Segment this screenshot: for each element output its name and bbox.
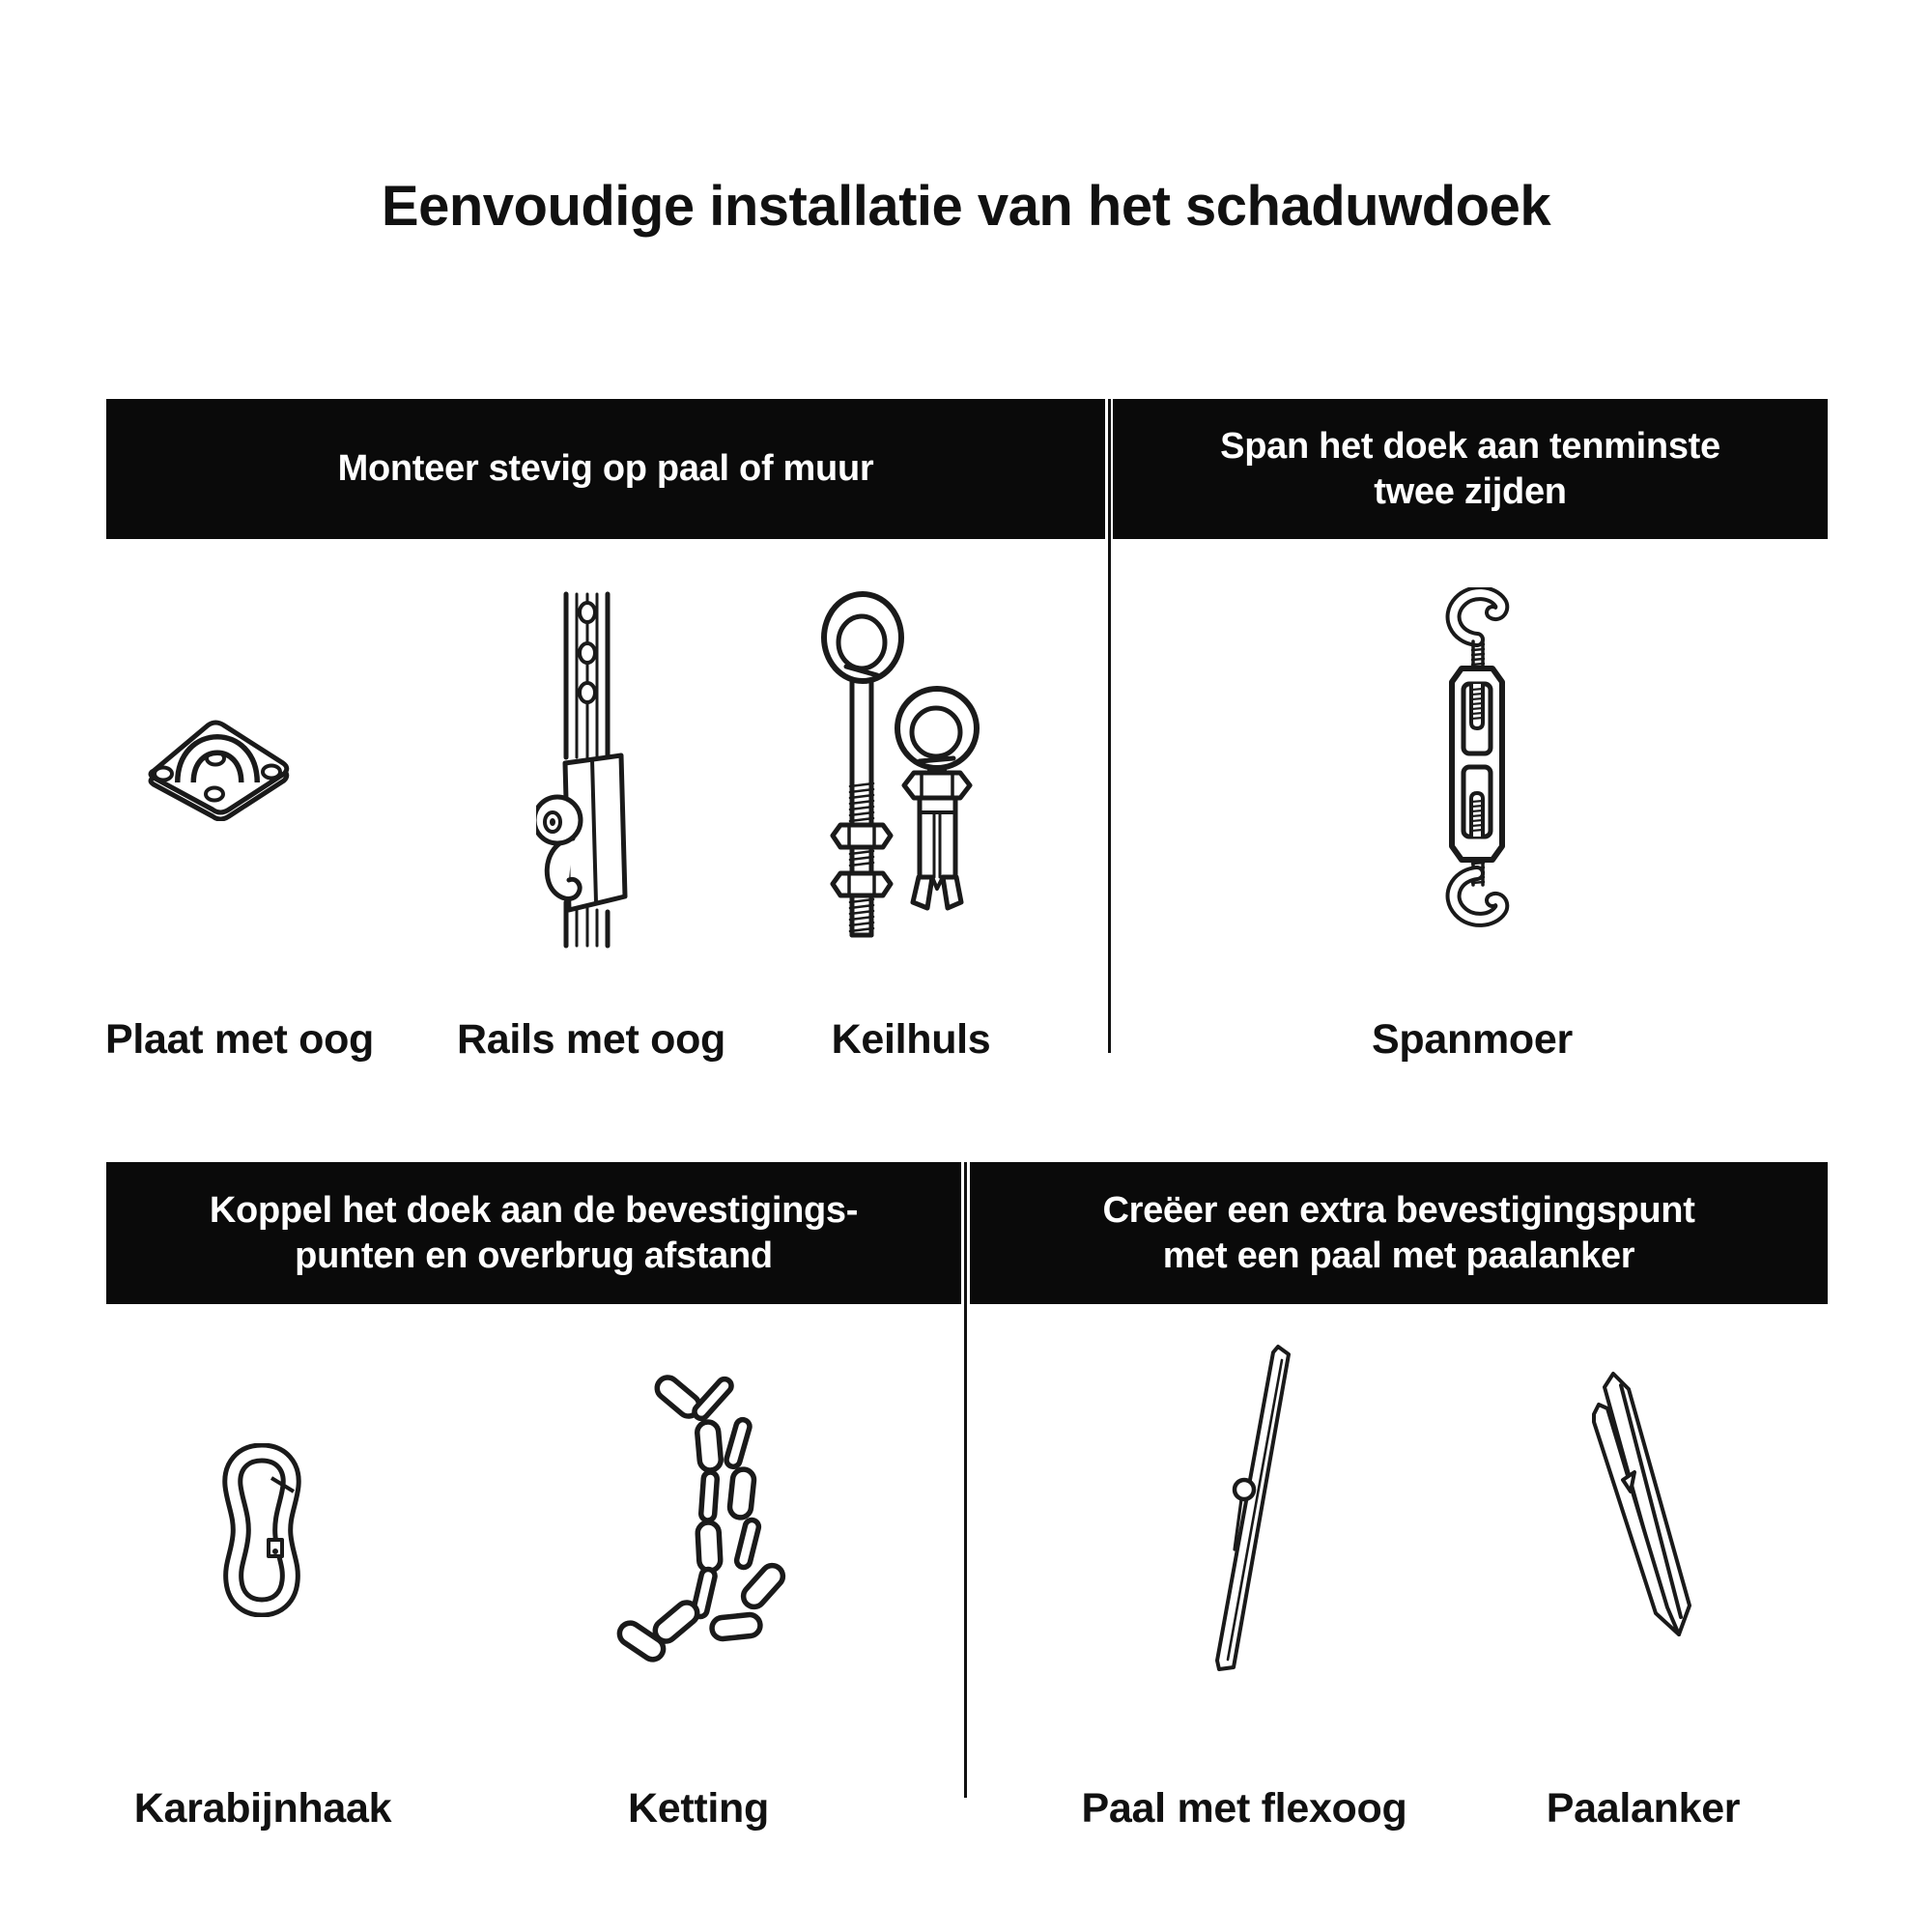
header-mount	[106, 399, 1105, 539]
header-tension	[1113, 399, 1828, 539]
header-mount-line1: Monteer stevig op paal of muur	[337, 448, 874, 490]
turnbuckle-icon	[1433, 587, 1521, 927]
item-label-ketting: Ketting	[628, 1785, 769, 1832]
header-tension-line2: twee zijden	[1374, 470, 1567, 512]
item-label-spanmoer: Spanmoer	[1372, 1016, 1573, 1063]
item-label-paalanker: Paalanker	[1546, 1785, 1741, 1832]
header-connect-line2: punten en overbrug afstand	[295, 1235, 773, 1276]
item-label-plaat-met-oog: Plaat met oog	[104, 1016, 375, 1063]
item-label-paal-met-flexoog: Paal met flexoog	[1081, 1785, 1407, 1832]
item-label-rails-met-oog: Rails met oog	[456, 1016, 726, 1063]
keilhuls-icon	[819, 587, 998, 945]
chain-icon	[591, 1364, 823, 1663]
header-connect	[106, 1162, 961, 1304]
header-extra	[970, 1162, 1828, 1304]
section-divider-bottom	[964, 1162, 967, 1798]
page-title: Eenvoudige installatie van het schaduwdoek	[381, 175, 1551, 238]
header-extra-line2: met een paal met paalanker	[1162, 1235, 1635, 1276]
header-extra-line1: Creëer een extra bevestigingspunt	[1102, 1190, 1695, 1232]
ground-anchor-icon	[1573, 1364, 1718, 1644]
rail-eye-icon	[536, 591, 642, 978]
item-label-keilhuls: Keilhuls	[831, 1016, 991, 1063]
header-connect-line1: Koppel het doek aan de bevestigings-	[209, 1190, 859, 1232]
pole-flex-eye-icon	[1196, 1343, 1302, 1676]
header-tension-line1: Span het doek aan tenminste	[1220, 426, 1720, 468]
item-label-karabijnhaak: Karabijnhaak	[133, 1785, 392, 1832]
carabiner-icon	[213, 1443, 310, 1617]
section-divider-top	[1108, 399, 1111, 1053]
plate-eye-icon	[140, 713, 295, 821]
